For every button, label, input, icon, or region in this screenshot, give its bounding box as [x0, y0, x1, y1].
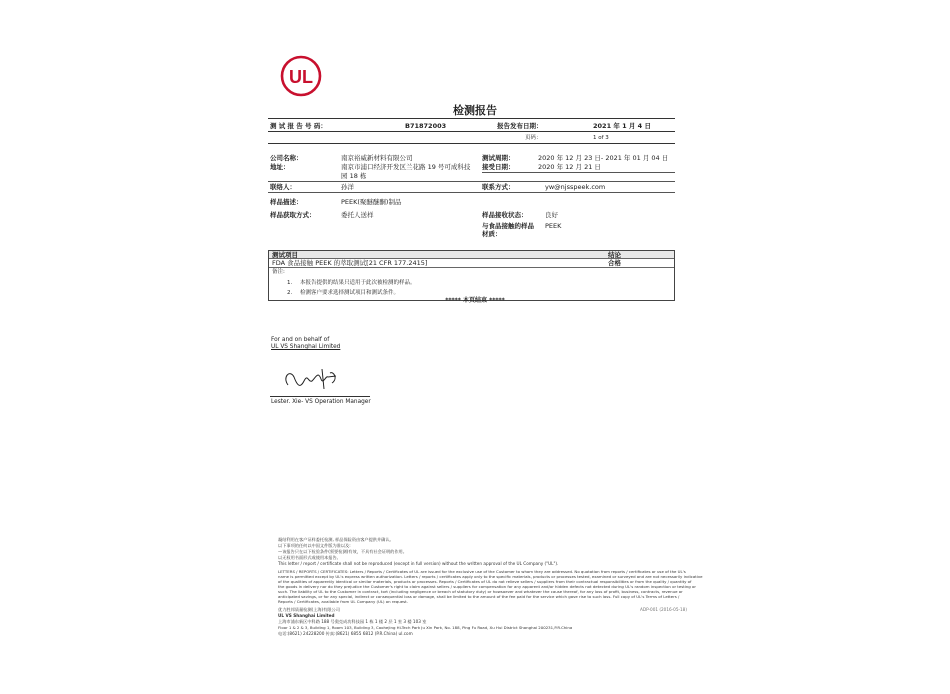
- col-test-item: 测试项目: [272, 251, 298, 259]
- remark-1: 本报告提供的结果只适用于此次被检测的样品。: [300, 280, 416, 286]
- footer-cn-line2: 以下事项的任何以中国文件版为准以及:: [278, 543, 351, 548]
- sample-state-label: 样品接收状态：: [482, 211, 528, 219]
- food-contact-label-2: 材质：: [482, 230, 502, 238]
- remarks-label: 备注:: [272, 269, 285, 275]
- header-rule-top: [268, 118, 675, 119]
- contact-rule: [268, 192, 675, 193]
- company-name-label: 公司名称：: [270, 154, 303, 162]
- footer-en-par4: the goods in delivery nor do they prejudice the Customer's right to claim against sellers / suppliers for compensation for any apparent and/or hidden defects not detected during UL's random inspection or testing or: [278, 584, 696, 589]
- footer-en-par2: name is permitted except by UL's express written authorization. Letters / reports / certificates apply only to the specific materials, products or processes tested, examined or surveyed and are not necessarily indicative: [278, 574, 703, 579]
- header-rule-bottom: [268, 143, 675, 144]
- remark-2: 检测客户要求选择测试项目和测试条件。: [300, 290, 400, 296]
- issue-date: 2021 年 1 月 4 日: [593, 122, 651, 130]
- remark-1-number: 1.: [287, 280, 293, 286]
- signature-image: [278, 355, 348, 395]
- results-row-line-2: [269, 267, 674, 268]
- ul-logo-icon: [280, 55, 322, 97]
- remark-2-number: 2.: [287, 290, 293, 296]
- footer-cn-line1: 凝结利用在客户证样委托检测, 样品保险资由客户提供并确认。: [278, 537, 394, 542]
- sample-state: 良好: [545, 211, 558, 219]
- footer-company-cn: 优力胜邦质量检测(上海)有限公司: [278, 607, 340, 612]
- footer-en-par6: anticipated savings, or for any special, indirect or consequential loss or damage, shall be limited to the amount of the fee paid for the service which gave rise to such loss. Full copy of UL's Terms of Letters /: [278, 594, 680, 599]
- issue-date-label: 报告发布日期：: [497, 122, 543, 130]
- contact-label: 联络人：: [270, 183, 296, 191]
- report-no-label: 测 试 报 告 号 码：: [270, 122, 327, 130]
- company-rule: [268, 181, 675, 182]
- logo-text: UL: [289, 67, 313, 87]
- test-conclusion: 合格: [608, 259, 621, 267]
- footer-cn-line3: —该报告只在以下检验条件(须要检测)有效，不具有社会证明的作用。: [278, 549, 407, 554]
- sample-desc: PEEK(聚醚醚酮)制品: [341, 198, 402, 206]
- address-label: 地址：: [270, 163, 290, 171]
- page-end-marker: ***** 本页结束 *****: [445, 297, 505, 304]
- received-label: 接受日期：: [482, 163, 515, 171]
- footer-company-en: UL VS Shanghai Limited: [278, 613, 335, 618]
- behalf-text: For and on behalf of: [271, 337, 330, 343]
- period-rule: [482, 172, 675, 173]
- address-line2: 园 18 栋: [341, 172, 367, 180]
- signing-company: UL VS Shanghai Limited: [271, 344, 341, 350]
- sample-desc-label: 样品描述：: [270, 198, 303, 206]
- contact-method-label: 联系方式：: [482, 183, 515, 191]
- footer-en-par7: Reports / Certificates, available from UL Company (UL) on request.: [278, 599, 408, 604]
- footer-en-line1: This letter / report / certificate shall not be reproduced (except in full version) without the written approval of the UL Company ("UL").: [278, 561, 559, 566]
- signer-name: Lester. Xie- VS Operation Manager: [271, 399, 371, 405]
- footer-phone: 电话:(8621) 24228200 传真:(8621) 6855 6812 (P.R.China) ul.com: [278, 631, 413, 636]
- address-line1: 南京市浦口经济开发区兰花路 19 号可成科技: [341, 163, 471, 171]
- footer-en-par1: LETTERS / REPORTS / CERTIFICATES: Letters / Reports / Certificates of UL are issued for the exclusive use of the Customer to whom they are addressed. No quotation from reports / certificates or use of the UL's: [278, 569, 686, 574]
- page-label: 页码：: [525, 135, 542, 141]
- sample-source-label: 样品获取方式：: [270, 211, 316, 219]
- col-conclusion: 结论: [608, 251, 621, 259]
- test-period: 2020 年 12 月 23 日- 2021 年 01 月 04 日: [538, 154, 669, 162]
- footer-en-par3: of the qualities of apparently identical or similar materials, products or processes. Reports / Certificates of UL do not relieve sellers / suppliers from their contractual responsibilities or from the quality / quantity of: [278, 579, 692, 584]
- food-contact-material: PEEK: [545, 222, 562, 230]
- footer-en-par5: such. The liability of UL to the Customer in contract, tort (including negligence or breach of statutory duty) or howsoever and whatever the cause thereof, for any loss of profit, business, contracts, revenue or: [278, 589, 683, 594]
- test-item: FDA 食品接触 PEEK 的萃取测试[21 CFR 177.2415]: [272, 259, 428, 267]
- contact-email: yw@njsspeek.com: [545, 183, 606, 191]
- food-contact-label-1: 与食品接触的样品: [482, 222, 534, 230]
- sample-source: 委托人送样: [341, 211, 374, 219]
- signature-line: [270, 396, 370, 397]
- footer-address-en: Floor 1 & 2 & 3, Building 1, Room 103, Building 3, Caohejing Hi-Tech Park Ju Xin Park, No. 188, Ping Fu Road, Xu Hui District Shanghai 200231,P.R.China: [278, 625, 573, 630]
- page-value: 1 of 3: [593, 135, 609, 141]
- contact-name: 孙洋: [341, 183, 354, 191]
- report-no: B71872003: [405, 122, 447, 130]
- footer-form-code: ADP-001 (2016-05-18): [640, 607, 687, 612]
- test-period-label: 测试周期：: [482, 154, 515, 162]
- footer-cn-line4: 以无权用书面形式或使用本报告。: [278, 555, 341, 560]
- company-name: 南京裕威新材料有限公司: [341, 154, 413, 162]
- report-title: 检测报告: [453, 104, 497, 117]
- received-date: 2020 年 12 月 21 日: [538, 163, 601, 171]
- footer-address-cn: 上海市浦东新区中科路 188 号奥克成功科技园 1 栋 1 楼 2 层 1 室 3 楼 103 室: [278, 619, 427, 624]
- header-rule-mid: [268, 131, 675, 132]
